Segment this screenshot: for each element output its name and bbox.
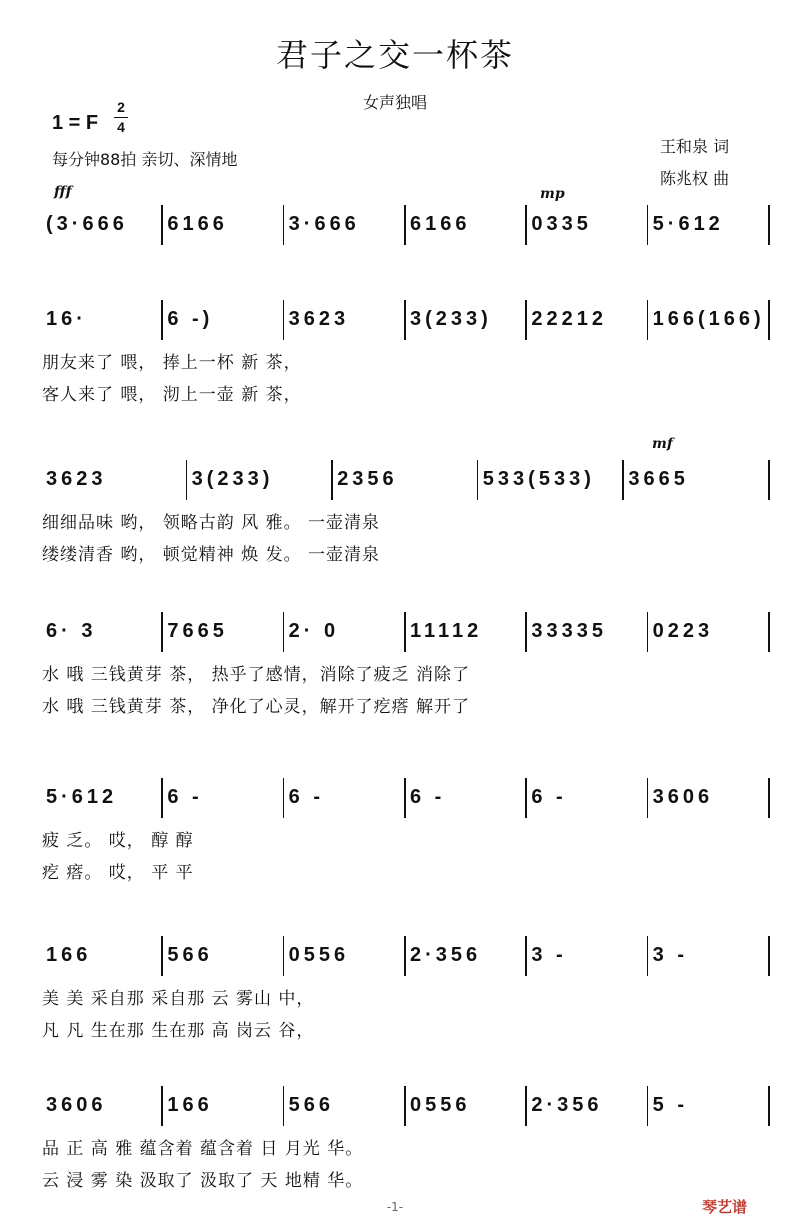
measure: 3623: [46, 468, 107, 490]
bar-line: [525, 1086, 527, 1126]
time-signature: [114, 98, 128, 137]
measure: 0335: [531, 213, 592, 235]
dynamic-mf: mf: [652, 436, 673, 452]
measure: 3 -: [531, 944, 567, 966]
bar-line: [161, 778, 163, 818]
measure: 0556: [410, 1094, 471, 1116]
bar-line: [161, 612, 163, 652]
score-system: [0, 460, 790, 600]
time-sig-bottom: 4: [114, 117, 128, 137]
tempo-marking: 每分钟88拍 亲切、深情地: [52, 150, 238, 169]
bar-line: [525, 936, 527, 976]
lyric-line: 缕缕清香 哟， 顿觉精神 焕 发。 一壶清泉: [42, 545, 381, 565]
site-logo: 琴艺谱: [702, 1198, 748, 1216]
measure: 0223: [652, 620, 714, 642]
measure: 6166: [167, 213, 228, 235]
bar-line: [186, 460, 188, 500]
bar-line: [331, 460, 333, 500]
bar-line: [283, 205, 285, 245]
bar-line: [161, 1086, 163, 1126]
bar-line: [283, 778, 285, 818]
lyric-line: 云 浸 雾 染 汲取了 汲取了 天 地精 华。: [42, 1171, 364, 1191]
bar-line: [525, 205, 527, 245]
lyric-line: 细细品味 哟， 领略古韵 风 雅。 一壶清泉: [42, 513, 381, 533]
measure: 6 -: [288, 786, 324, 808]
bar-line: [525, 778, 527, 818]
bar-line: [404, 205, 406, 245]
score-system: [0, 612, 790, 752]
measure: 2·356: [410, 944, 482, 966]
bar-line: [647, 300, 649, 340]
dynamic-mp: mp: [540, 186, 565, 202]
measure: 6 -: [410, 786, 446, 808]
measure: 3 -: [652, 944, 688, 966]
measure: 7665: [167, 620, 228, 642]
lyric-line: 凡 凡 生在那 生在那 高 岗云 谷，: [42, 1021, 315, 1041]
measure: 533(533): [482, 468, 595, 490]
bar-line: [647, 1086, 649, 1126]
dynamic-fff: fff: [54, 184, 72, 200]
bar-line: [622, 460, 624, 500]
measure: 566: [167, 944, 213, 966]
lyric-line: 疙 瘩。 哎， 平 平: [42, 863, 194, 883]
bar-line: [161, 936, 163, 976]
bar-line: [647, 205, 649, 245]
bar-line: [283, 1086, 285, 1126]
lyric-line: 水 哦 三钱黄芽 茶， 净化了心灵，解开了疙瘩 解开了: [42, 697, 471, 717]
bar-line: [283, 612, 285, 652]
time-sig-top: 2: [117, 99, 125, 115]
measure: 5 -: [652, 1094, 688, 1116]
measure: 3665: [628, 468, 689, 490]
bar-line: [283, 936, 285, 976]
composer-credit: 陈兆权 曲: [660, 169, 730, 188]
score-system: [0, 936, 790, 1076]
lyricist-credit: 王和泉 词: [660, 137, 730, 156]
measure: 2356: [337, 468, 398, 490]
measure: (3·666: [46, 213, 128, 235]
bar-line: [477, 460, 479, 500]
bar-line: [647, 936, 649, 976]
measure: 16·: [46, 308, 87, 330]
measure: 566: [288, 1094, 335, 1116]
measure: 166: [167, 1094, 213, 1116]
measure: 2·356: [531, 1094, 603, 1116]
lyric-line: 朋友来了 喂， 捧上一杯 新 茶，: [42, 353, 302, 373]
measure: 5·612: [652, 213, 724, 235]
bar-line: [404, 1086, 406, 1126]
lyric-line: 水 哦 三钱黄芽 茶， 热乎了感情，消除了疲乏 消除了: [42, 665, 471, 685]
measure: 33335: [531, 620, 607, 642]
bar-line: [768, 205, 770, 245]
bar-line: [404, 778, 406, 818]
measure: 6166: [410, 213, 471, 235]
bar-line: [161, 205, 163, 245]
score-subtitle: 女声独唱: [362, 93, 427, 112]
bar-line: [404, 300, 406, 340]
lyric-line: 疲 乏。 哎， 醇 醇: [42, 831, 194, 851]
measure: 166(166): [652, 308, 765, 330]
bar-line: [404, 612, 406, 652]
measure: 22212: [531, 308, 607, 330]
score-system: [0, 300, 790, 440]
lyric-line: 美 美 采自那 采自那 云 雾山 中，: [42, 989, 315, 1009]
key-signature: 1 = F: [52, 112, 99, 134]
bar-line: [283, 300, 285, 340]
measure: 6 -: [531, 786, 567, 808]
bar-line: [768, 936, 770, 976]
measure: 6 -): [167, 308, 214, 330]
measure: 11112: [410, 620, 483, 642]
score-system: [0, 778, 790, 918]
bar-line: [768, 300, 770, 340]
measure: 3623: [288, 308, 350, 330]
measure: 3·666: [288, 213, 360, 235]
bar-line: [525, 612, 527, 652]
bar-line: [768, 1086, 770, 1126]
lyric-line: 客人来了 喂， 沏上一壶 新 茶，: [42, 385, 302, 405]
bar-line: [161, 300, 163, 340]
measure: 2· 0: [288, 620, 340, 642]
measure: 166: [46, 944, 92, 966]
measure: 5·612: [46, 786, 118, 808]
lyric-line: 品 正 高 雅 蕴含着 蕴含着 日 月光 华。: [42, 1139, 364, 1159]
measure: 3(233): [191, 468, 274, 490]
bar-line: [525, 300, 527, 340]
measure: 0556: [288, 944, 350, 966]
bar-line: [768, 612, 770, 652]
measure: 3606: [652, 786, 714, 808]
bar-line: [647, 778, 649, 818]
bar-line: [768, 778, 770, 818]
score-title: 君子之交一杯茶: [275, 36, 514, 74]
measure: 6 -: [167, 786, 203, 808]
measure: 6· 3: [46, 620, 97, 642]
bar-line: [768, 460, 770, 500]
bar-line: [404, 936, 406, 976]
measure: 3606: [46, 1094, 107, 1116]
page-number: -1-: [386, 1200, 404, 1214]
bar-line: [647, 612, 649, 652]
measure: 3(233): [410, 308, 492, 330]
